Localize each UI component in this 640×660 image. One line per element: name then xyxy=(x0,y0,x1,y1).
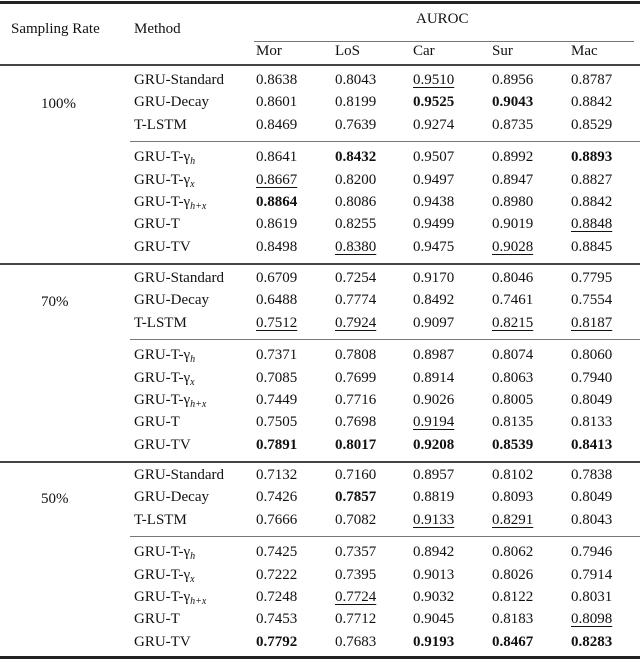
table-cell: 0.8432 xyxy=(335,149,377,166)
table-cell: 0.9045 xyxy=(413,611,455,628)
table-cell: 0.8842 xyxy=(571,194,613,210)
col-header-mac: Mac xyxy=(571,43,598,59)
method-name xyxy=(134,632,191,652)
method-label: T-LSTM xyxy=(134,116,187,133)
method-label: GRU-T-γ xyxy=(134,369,191,386)
method-name xyxy=(134,435,191,455)
method-subscript: h+x xyxy=(190,399,207,410)
table-cell: 0.8063 xyxy=(492,369,534,386)
method-subscript: x xyxy=(190,573,195,585)
table-cell: 0.9525 xyxy=(413,94,455,111)
table-cell: 0.7808 xyxy=(335,347,377,364)
sampling-rate-label: 50% xyxy=(41,491,69,508)
table-cell: 0.8987 xyxy=(413,347,455,364)
table-cell: 0.8005 xyxy=(492,392,534,408)
method-name xyxy=(134,487,209,507)
table-cell: 0.8046 xyxy=(492,270,534,286)
table-cell: 0.8667 xyxy=(256,171,298,188)
method-subscript: h+x xyxy=(190,596,207,607)
table-cell: 0.9097 xyxy=(413,314,455,331)
method-label: GRU-Standard xyxy=(134,72,224,88)
method-label: GRU-T xyxy=(134,216,180,233)
table-cell: 0.8043 xyxy=(335,72,377,88)
table-cell: 0.7248 xyxy=(256,589,298,605)
table-cell: 0.8819 xyxy=(413,489,455,506)
table-cell: 0.7940 xyxy=(571,369,613,386)
table-cell: 0.8893 xyxy=(571,149,613,166)
method-label: GRU-Decay xyxy=(134,94,209,111)
group-divider xyxy=(130,141,640,142)
table-cell: 0.8529 xyxy=(571,116,613,133)
method-label: GRU-T-γ xyxy=(134,149,191,166)
table-cell: 0.8122 xyxy=(492,589,534,605)
method-label: GRU-Standard xyxy=(134,270,224,286)
table-cell: 0.9438 xyxy=(413,194,455,210)
method-name xyxy=(134,609,180,629)
table-cell: 0.8199 xyxy=(335,94,377,111)
method-name xyxy=(134,313,187,333)
method-name xyxy=(134,542,195,567)
method-subscript: h xyxy=(190,156,196,168)
table-cell: 0.7082 xyxy=(335,511,377,528)
method-label: GRU-T xyxy=(134,414,180,431)
table-cell: 0.7357 xyxy=(335,544,377,561)
table-cell: 0.9028 xyxy=(492,238,534,255)
method-name xyxy=(134,237,191,257)
table-cell: 0.9208 xyxy=(413,436,455,453)
table-cell: 0.9133 xyxy=(413,511,455,528)
table-cell: 0.8638 xyxy=(256,72,298,88)
table-cell: 0.9510 xyxy=(413,72,455,88)
table-cell: 0.7512 xyxy=(256,314,298,331)
table-cell: 0.8062 xyxy=(492,544,534,561)
method-name xyxy=(134,92,209,112)
method-label: GRU-Decay xyxy=(134,489,209,506)
table-cell: 0.8992 xyxy=(492,149,534,166)
table-cell: 0.9043 xyxy=(492,94,534,111)
table-cell: 0.8255 xyxy=(335,216,377,233)
table-cell: 0.7699 xyxy=(335,369,377,386)
table-cell: 0.7554 xyxy=(571,292,613,309)
col-header-mor: Mor xyxy=(256,43,282,59)
header-sampling-rate: Sampling Rate xyxy=(11,21,100,37)
table-cell: 0.7698 xyxy=(335,414,377,431)
table-cell: 0.7946 xyxy=(571,544,613,561)
section-rule xyxy=(0,263,640,265)
table-cell: 0.7683 xyxy=(335,633,377,650)
table-cell: 0.7924 xyxy=(335,314,377,331)
table-cell: 0.9194 xyxy=(413,414,455,431)
table-cell: 0.8183 xyxy=(492,611,534,628)
table-cell: 0.8735 xyxy=(492,116,534,133)
table-cell: 0.8601 xyxy=(256,94,298,111)
table-cell: 0.7724 xyxy=(335,589,377,605)
method-label: GRU-T-γ xyxy=(134,544,191,561)
table-cell: 0.8957 xyxy=(413,467,455,483)
table-cell: 0.8842 xyxy=(571,94,613,111)
group-divider xyxy=(130,536,640,537)
table-cell: 0.7461 xyxy=(492,292,534,309)
method-label: GRU-Standard xyxy=(134,467,224,483)
table-cell: 0.9507 xyxy=(413,149,455,166)
method-name xyxy=(134,214,180,234)
method-name xyxy=(134,115,187,135)
table-cell: 0.9013 xyxy=(413,566,455,583)
table-cell: 0.8498 xyxy=(256,238,298,255)
table-cell: 0.8133 xyxy=(571,414,613,431)
table-cell: 0.6709 xyxy=(256,270,298,286)
table-cell: 0.9026 xyxy=(413,392,455,408)
table-cell: 0.8787 xyxy=(571,72,613,88)
method-label: GRU-T-γ xyxy=(134,392,191,408)
method-subscript: h xyxy=(190,354,196,366)
table-cell: 0.7639 xyxy=(335,116,377,133)
method-label: GRU-T-γ xyxy=(134,589,191,605)
table-cell: 0.8049 xyxy=(571,489,613,506)
table-cell: 0.8380 xyxy=(335,238,377,255)
table-cell: 0.8469 xyxy=(256,116,298,133)
table-cell: 0.7085 xyxy=(256,369,298,386)
table-cell: 0.8827 xyxy=(571,171,613,188)
header-rule xyxy=(0,64,640,66)
table-cell: 0.7792 xyxy=(256,633,298,650)
method-label: GRU-Decay xyxy=(134,292,209,309)
table-cell: 0.7666 xyxy=(256,511,298,528)
method-name xyxy=(134,390,206,415)
method-name xyxy=(134,565,195,590)
table-cell: 0.8492 xyxy=(413,292,455,309)
table-cell: 0.8098 xyxy=(571,611,613,628)
table-cell: 0.8942 xyxy=(413,544,455,561)
table-cell: 0.7426 xyxy=(256,489,298,506)
table-cell: 0.8641 xyxy=(256,149,298,166)
method-subscript: h+x xyxy=(190,201,207,212)
table-cell: 0.8074 xyxy=(492,347,534,364)
table-cell: 0.8539 xyxy=(492,436,534,453)
table-cell: 0.7795 xyxy=(571,270,613,286)
method-label: GRU-TV xyxy=(134,238,191,255)
method-name xyxy=(134,290,209,310)
method-subscript: x xyxy=(190,178,195,190)
table-cell: 0.8031 xyxy=(571,589,613,605)
table-cell: 0.8086 xyxy=(335,194,377,210)
method-name xyxy=(134,465,224,485)
table-cell: 0.7716 xyxy=(335,392,377,408)
table-cell: 0.8914 xyxy=(413,369,455,386)
table-cell: 0.8215 xyxy=(492,314,534,331)
table-cell: 0.8956 xyxy=(492,72,534,88)
bottom-rule xyxy=(0,656,640,659)
table-cell: 0.8283 xyxy=(571,633,613,650)
table-cell: 0.8060 xyxy=(571,347,613,364)
method-name xyxy=(134,268,224,288)
table-cell: 0.8187 xyxy=(571,314,613,331)
table-cell: 0.6488 xyxy=(256,292,298,309)
table-cell: 0.8017 xyxy=(335,436,377,453)
table-cell: 0.9475 xyxy=(413,238,455,255)
method-name xyxy=(134,368,195,393)
header-method: Method xyxy=(134,21,181,37)
table-cell: 0.7160 xyxy=(335,467,377,483)
table-cell: 0.9497 xyxy=(413,171,455,188)
table-cell: 0.8980 xyxy=(492,194,534,210)
group-divider xyxy=(130,339,640,340)
table-cell: 0.7132 xyxy=(256,467,298,483)
table-cell: 0.8200 xyxy=(335,171,377,188)
table-cell: 0.8102 xyxy=(492,467,534,483)
table-cell: 0.8135 xyxy=(492,414,534,431)
table-cell: 0.8864 xyxy=(256,194,298,210)
method-name xyxy=(134,147,195,172)
method-name xyxy=(134,510,187,530)
method-label: GRU-T-γ xyxy=(134,194,191,210)
table-cell: 0.8043 xyxy=(571,511,613,528)
method-name xyxy=(134,70,224,90)
method-name xyxy=(134,412,180,432)
table-cell: 0.8947 xyxy=(492,171,534,188)
table-cell: 0.7425 xyxy=(256,544,298,561)
method-label: T-LSTM xyxy=(134,511,187,528)
table-cell: 0.9499 xyxy=(413,216,455,233)
table-cell: 0.8467 xyxy=(492,633,534,650)
table-cell: 0.7371 xyxy=(256,347,298,364)
col-header-los: LoS xyxy=(335,43,361,59)
table-cell: 0.9019 xyxy=(492,216,534,233)
table-cell: 0.8049 xyxy=(571,392,613,408)
table-cell: 0.8093 xyxy=(492,489,534,506)
method-name xyxy=(134,170,195,195)
method-label: GRU-T-γ xyxy=(134,347,191,364)
table-cell: 0.9032 xyxy=(413,589,455,605)
method-label: GRU-T-γ xyxy=(134,171,191,188)
table-cell: 0.7914 xyxy=(571,566,613,583)
method-label: GRU-T xyxy=(134,611,180,628)
table-cell: 0.8619 xyxy=(256,216,298,233)
table-cell: 0.7505 xyxy=(256,414,298,431)
method-label: GRU-TV xyxy=(134,436,191,453)
table-cell: 0.7891 xyxy=(256,436,298,453)
sampling-rate-label: 70% xyxy=(41,294,69,311)
header-auroc: AUROC xyxy=(416,11,469,27)
table-cell: 0.9274 xyxy=(413,116,455,133)
table-cell: 0.7254 xyxy=(335,270,377,286)
table-cell: 0.8845 xyxy=(571,238,613,255)
method-subscript: h xyxy=(190,551,196,563)
method-name xyxy=(134,192,206,217)
method-label: GRU-TV xyxy=(134,633,191,650)
table-cell: 0.8413 xyxy=(571,436,613,453)
table-cell: 0.7857 xyxy=(335,489,377,506)
table-cell: 0.7453 xyxy=(256,611,298,628)
table-cell: 0.7222 xyxy=(256,566,298,583)
table-cell: 0.7838 xyxy=(571,467,613,483)
col-header-car: Car xyxy=(413,43,435,59)
method-subscript: x xyxy=(190,376,195,388)
col-header-sur: Sur xyxy=(492,43,513,59)
table-cell: 0.7395 xyxy=(335,566,377,583)
method-label: GRU-T-γ xyxy=(134,566,191,583)
sampling-rate-label: 100% xyxy=(41,96,76,113)
method-label: T-LSTM xyxy=(134,314,187,331)
table-cell: 0.9193 xyxy=(413,633,455,650)
section-rule xyxy=(0,461,640,463)
method-name xyxy=(134,587,206,612)
table-cell: 0.8026 xyxy=(492,566,534,583)
top-rule xyxy=(0,1,640,4)
table-cell: 0.9170 xyxy=(413,270,455,286)
table-cell: 0.7712 xyxy=(335,611,377,628)
table-cell: 0.7449 xyxy=(256,392,298,408)
method-name xyxy=(134,345,195,370)
table-cell: 0.8848 xyxy=(571,216,613,233)
table-cell: 0.7774 xyxy=(335,292,377,309)
table-cell: 0.8291 xyxy=(492,511,534,528)
